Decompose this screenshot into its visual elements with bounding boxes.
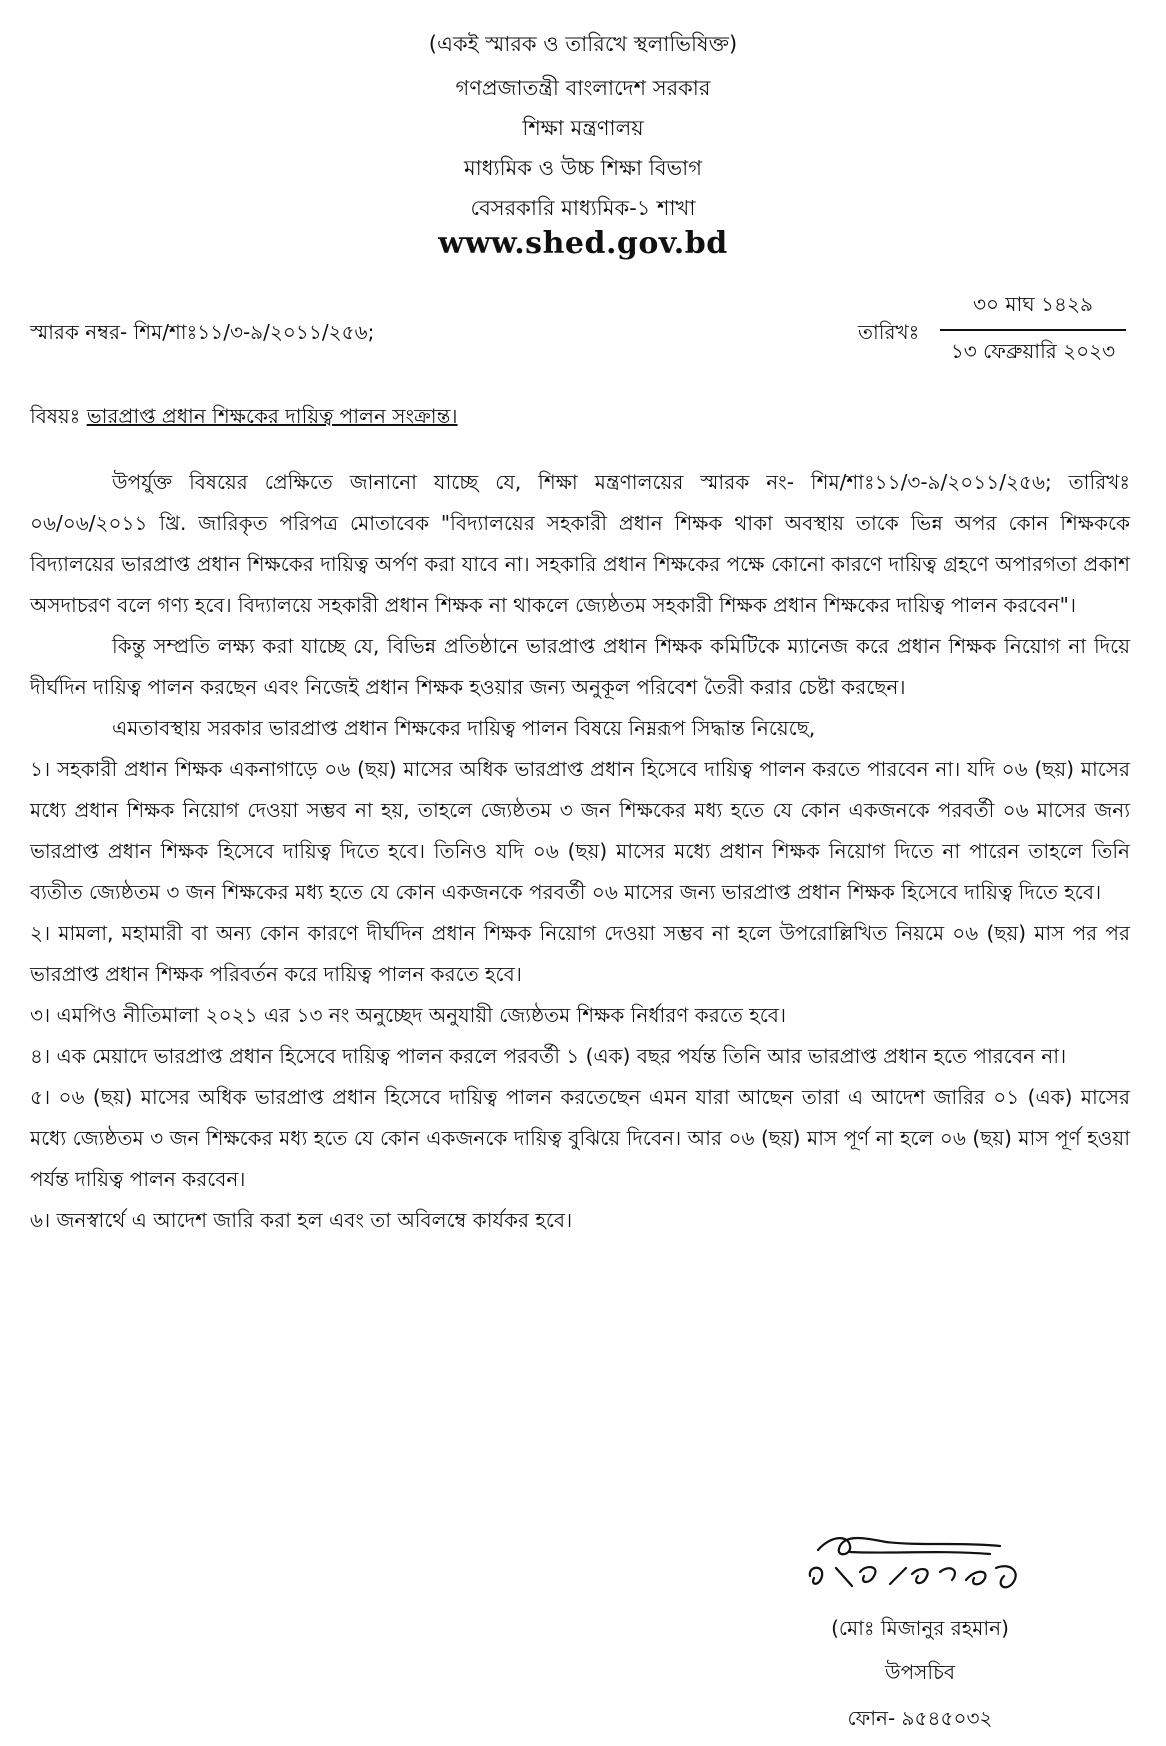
paragraph-observation: কিন্তু সম্প্রতি লক্ষ্য করা যাচ্ছে যে, বিভিন্ন প্রতিষ্ঠানে ভারপ্রাপ্ত প্রধান শিক্ষক কমিটিকে ম্যানেজ করে প্রধান শিক্ষক নিয়োগ না দিয়ে দীর্ঘদিন দায়িত্ব পালন করছেন এবং নিজেই প্রধান শিক্ষক হওয়ার জন্য অনুকূল পরিবেশ তৈরী করার চেষ্টা করছেন। <box>30 634 1130 699</box>
signatory-name: (মোঃ মিজানুর রহমান) <box>831 1616 1009 1640</box>
decision-item-5: ৫। ০৬ (ছয়) মাসের অধিক ভারপ্রাপ্ত প্রধান হিসেবে দায়িত্ব পালন করতেছেন এমন যারা আছেন তারা এ আদেশ জারির ০১ (এক) মাসের মধ্যে জ্যেষ্ঠতম ৩ জন শিক্ষকের মধ্য হতে যে কোন একজনকে দায়িত্ব বুঝিয়ে দিবেন। আর ০৬ (ছয়) মাস পূর্ণ না হলে ০৬ (ছয়) মাস পূর্ণ হওয়া পর্যন্ত দায়িত্ব পালন করবেন। <box>30 1085 1130 1191</box>
signatory-phone: ফোন- ৯৫৪৫০৩২ <box>847 1706 993 1730</box>
date-label: তারিখঃ <box>858 320 920 344</box>
ministry-name: শিক্ষা মন্ত্রণালয় <box>522 116 644 140</box>
decision-item-6: ৬। জনস্বার্থে এ আদেশ জারি করা হল এবং তা অবিলম্বে কার্যকর হবে। <box>30 1208 573 1232</box>
decision-item-2: ২। মামলা, মহামারী বা অন্য কোন কারণে দীর্ঘদিন প্রধান শিক্ষক নিয়োগ দেওয়া সম্ভব না হলে উপরোল্লিখিত নিয়মে ০৬ (ছয়) মাস পর পর ভারপ্রাপ্ত প্রধান শিক্ষক পরিবর্তন করে দায়িত্ব পালন করতে হবে। <box>30 921 1130 986</box>
decision-item-4: ৪। এক মেয়াদে ভারপ্রাপ্ত প্রধান হিসেবে দায়িত্ব পালন করলে পরবর্তী ১ (এক) বছর পর্যন্ত তিনি আর ভারপ্রাপ্ত প্রধান হতে পারবেন না। <box>30 1044 1067 1068</box>
paragraph-decision-intro: এমতাবস্থায় সরকার ভারপ্রাপ্ত প্রধান শিক্ষকের দায়িত্ব পালন বিষয়ে নিম্নরূপ সিদ্ধান্ত নিয়েছে, <box>112 716 816 740</box>
paragraph-reference: উপর্যুক্ত বিষয়ের প্রেক্ষিতে জানানো যাচ্ছে যে, শিক্ষা মন্ত্রণালয়ের স্মারক নং- শিম/শাঃ১১/৩-৯/২০১১/২৫৬; তারিখঃ ০৬/০৬/২০১১ খ্রি. জারিকৃত পরিপত্র মোতাবেক "বিদ্যালয়ের সহকারী প্রধান শিক্ষক থাকা অবস্থায় তাকে ভিন্ন অপর কোন শিক্ষককে বিদ্যালয়ের ভারপ্রাপ্ত প্রধান শিক্ষকের দায়িত্ব অর্পণ করা যাবে না। সহকারি প্রধান শিক্ষকের পক্ষে কোনো কারণে দায়িত্ব গ্রহণে অপারগতা প্রকাশ অসদাচরণ বলে গণ্য হবে। বিদ্যালয়ে সহকারী প্রধান শিক্ষক না থাকলে জ্যেষ্ঠতম সহকারী শিক্ষক প্রধান শিক্ষকের দায়িত্ব পালন করবেন"। <box>30 470 1130 617</box>
government-name: গণপ্রজাতন্ত্রী বাংলাদেশ সরকার <box>455 76 711 100</box>
decision-item-1: ১। সহকারী প্রধান শিক্ষক একনাগাড়ে ০৬ (ছয়) মাসের অধিক ভারপ্রাপ্ত প্রধান হিসেবে দায়িত্ব পালন করতে পারবেন না। যদি ০৬ (ছয়) মাসের মধ্যে প্রধান শিক্ষক নিয়োগ দেওয়া সম্ভব না হয়, তাহলে জ্যেষ্ঠতম ৩ জন শিক্ষকের মধ্য হতে যে কোন একজনকে পরবর্তী ০৬ মাসের জন্য ভারপ্রাপ্ত প্রধান শিক্ষক হিসেবে দায়িত্ব দিতে হবে। তিনিও যদি ০৬ (ছয়) মাসের মধ্যে প্রধান শিক্ষক নিয়োগ দিতে না পারেন তাহলে তিনি ব্যতীত জ্যেষ্ঠতম ৩ জন শিক্ষকের মধ্য হতে যে কোন একজনকে পরবর্তী ০৬ মাসের জন্য ভারপ্রাপ্ত প্রধান শিক্ষক হিসেবে দায়িত্ব দিতে হবে। <box>30 757 1130 904</box>
division-name: মাধ্যমিক ও উচ্চ শিক্ষা বিভাগ <box>463 156 703 180</box>
memo-number: স্মারক নম্বর- শিম/শাঃ১১/৩-৯/২০১১/২৫৬; <box>30 320 375 344</box>
subject-line <box>30 402 458 435</box>
branch-name: বেসরকারি মাধ্যমিক-১ শাখা <box>470 196 696 220</box>
date-bangla: ৩০ মাঘ ১৪২৯ <box>940 290 1126 331</box>
document-body <box>30 462 1130 1241</box>
decision-item-3: ৩। এমপিও নীতিমালা ২০২১ এর ১৩ নং অনুচ্ছেদ অনুযায়ী জ্যেষ্ঠতম শিক্ষক নির্ধারণ করতে হবে। <box>30 1003 787 1027</box>
signatory-designation: উপসচিব <box>884 1660 955 1684</box>
date-english: ১৩ ফেব্রুয়ারি ২০২৩ <box>950 339 1116 363</box>
handwritten-signature <box>790 1528 1060 1598</box>
date-block <box>940 290 1126 370</box>
subject-label: বিষয়ঃ <box>30 404 81 428</box>
replacement-note: (একই স্মারক ও তারিখে স্থলাভিষিক্ত) <box>428 32 738 56</box>
website-link[interactable]: www.shed.gov.bd <box>438 226 728 261</box>
subject-text: ভারপ্রাপ্ত প্রধান শিক্ষকের দায়িত্ব পালন সংক্রান্ত। <box>86 404 458 428</box>
